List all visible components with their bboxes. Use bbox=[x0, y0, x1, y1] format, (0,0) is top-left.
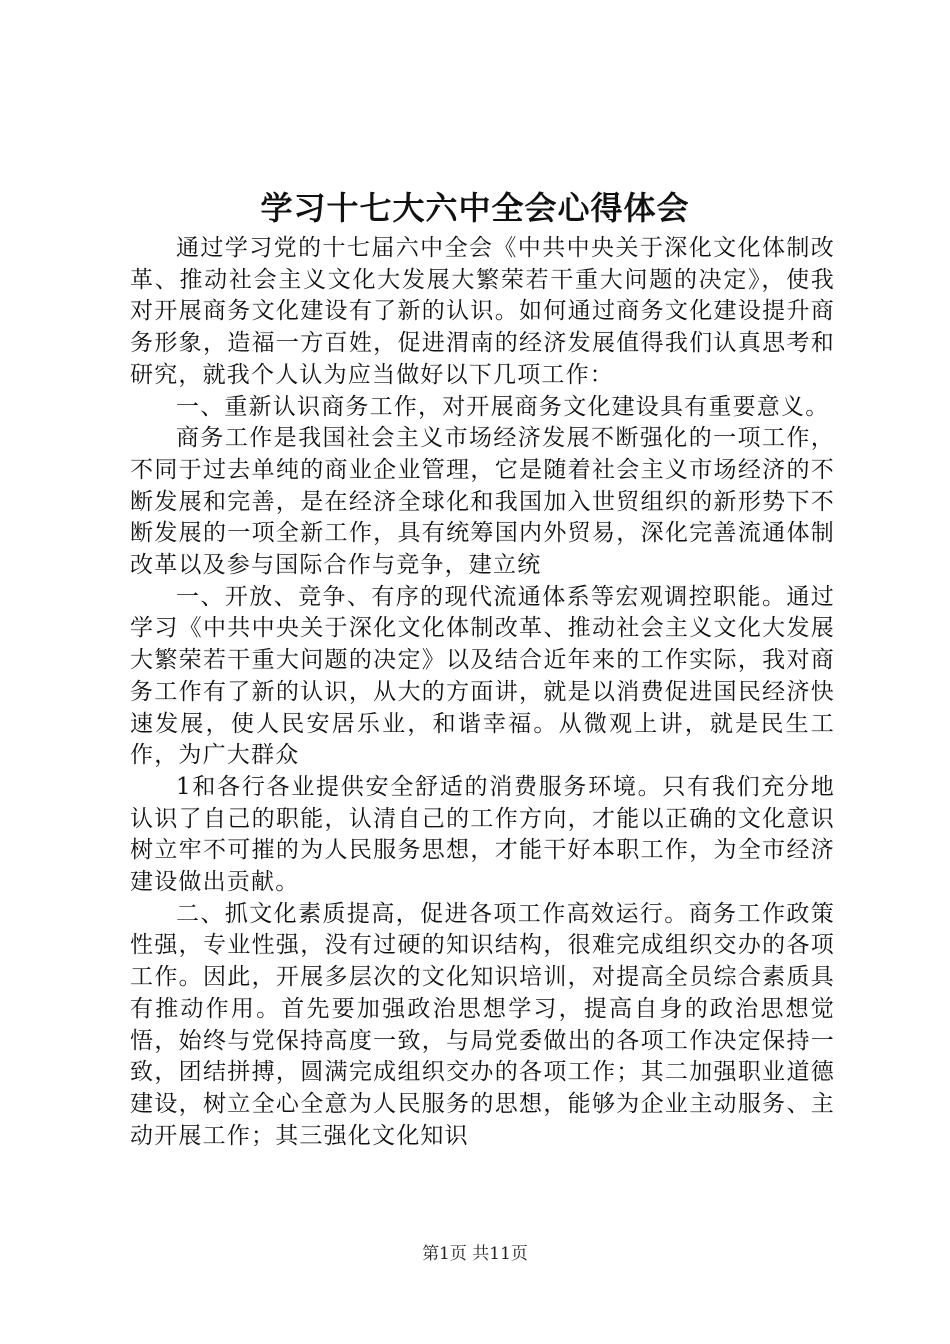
document-body bbox=[130, 233, 835, 1152]
paragraph-heading-2: 二、抓文化素质提高，促进各项工作高效运行。商务工作政策性强，专业性强，没有过硬的知识结构，很难完成组织交办的各项工作。因此，开展多层次的文化知识培训，对提高全员综合素质具有推动作用。首先要加强政治思想学习，提高自身的政治思想觉悟，始终与党保持高度一致，与局党委做出的各项工作决定保持一致，团结拼搏，圆满完成组织交办的各项工作；其二加强职业道德建设，树立全心全意为人民服务的思想，能够为企业主动服务、主动开展工作；其三强化文化知识 bbox=[130, 900, 835, 1149]
paragraph-heading-1: 一、重新认识商务工作，对开展商务文化建设具有重要意义。 bbox=[176, 393, 830, 420]
paragraph-service-environment: 1和各行各业提供安全舒适的消费服务环境。只有我们充分地认识了自己的职能，认清自己的工作方向，才能以正确的文化意识树立牢不可摧的为人民服务思想，才能干好本职工作，为全市经济建设做出贡献。 bbox=[130, 773, 835, 896]
paragraph-intro: 通过学习党的十七届六中全会《中共中央关于深化文化体制改革、推动社会主义文化大发展大繁荣若干重大问题的决定》，使我对开展商务文化建设有了新的认识。如何通过商务文化建设提升商务形象，造福一方百姓，促进渭南的经济发展值得我们认真思考和研究，就我个人认为应当做好以下几项工作： bbox=[130, 235, 835, 388]
document-title: 学习十七大六中全会心得体会 bbox=[260, 189, 690, 227]
page-number-footer: 第1页 共11页 bbox=[422, 1244, 528, 1264]
paragraph-open-competition: 一、开放、竞争、有序的现代流通体系等宏观调控职能。通过学习《中共中央关于深化文化体制改革、推动社会主义文化大发展大繁荣若干重大问题的决定》以及结合近年来的工作实际，我对商务工作有了新的认识，从大的方面讲，就是以消费促进国民经济快速发展，使人民安居乐业，和谐幸福。从微观上讲，就是民生工作，为广大群众 bbox=[130, 583, 835, 769]
paragraph-commerce-work: 商务工作是我国社会主义市场经济发展不断强化的一项工作，不同于过去单纯的商业企业管理，它是随着社会主义市场经济的不断发展和完善，是在经济全球化和我国加入世贸组织的新形势下不断发展的一项全新工作，具有统筹国内外贸易，深化完善流通体制改革以及参与国际合作与竞争，建立统 bbox=[130, 425, 835, 579]
